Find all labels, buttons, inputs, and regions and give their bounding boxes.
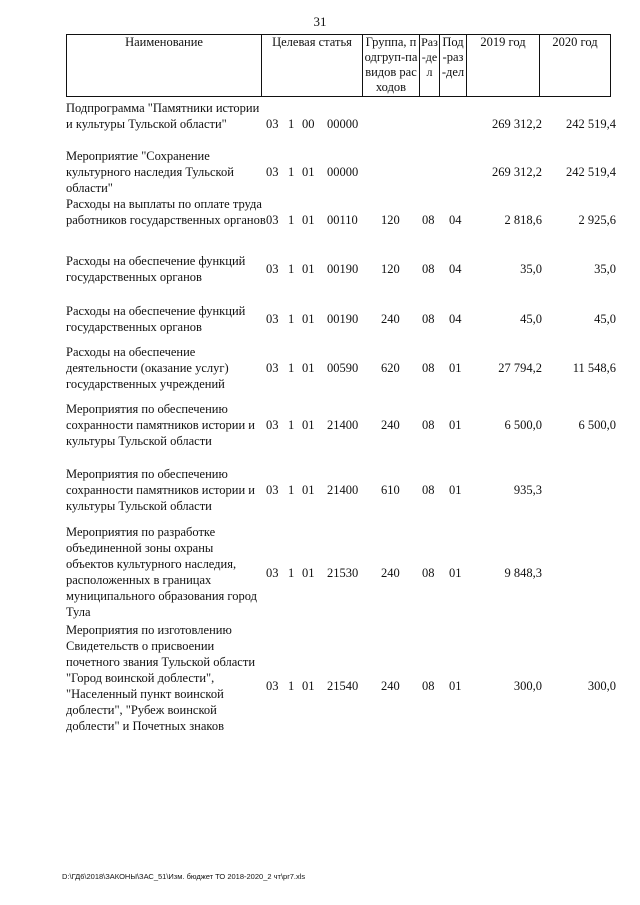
row-code-event: 01: [302, 262, 315, 276]
row-code-event: 01: [302, 312, 315, 326]
row-2020: 2 925,6: [578, 213, 616, 227]
row-code-direction: 21530: [327, 566, 359, 580]
row-razdel: 08: [422, 312, 435, 326]
row-name: Расходы на обеспечение функций государственных органов: [66, 304, 246, 334]
row-2020: 11 548,6: [572, 361, 616, 375]
footer-file-path: D:\ГД6\2018\ЗАКОНЫ\ЗАС_51\Изм. бюджет ТО 2018-2020_2 чт\pr7.xls: [62, 872, 306, 881]
row-2020: 35,0: [594, 262, 616, 276]
header-group: Группа, подгруп-па видов расходов: [363, 35, 420, 97]
row-code-direction: 00590: [327, 361, 359, 375]
header-2019: 2019 год: [467, 35, 540, 97]
row-code-sub: 1: [288, 483, 295, 497]
row-2019: 269 312,2: [492, 117, 542, 131]
row-razdel: 08: [422, 566, 435, 580]
row-code-event: 01: [302, 483, 315, 497]
row-code-event: 01: [302, 679, 315, 693]
row-code-sub: 1: [288, 213, 295, 227]
row-2020: 6 500,0: [578, 418, 616, 432]
row-code-program: 03: [266, 165, 279, 179]
row-code-sub: 1: [288, 418, 295, 432]
row-name: Расходы на выплаты по оплате труда работников государственных органов: [66, 197, 266, 227]
row-code-direction: 21400: [327, 418, 359, 432]
row-group: 240: [381, 566, 400, 580]
row-group: 120: [381, 213, 400, 227]
row-podrazdel: 01: [449, 679, 462, 693]
row-2019: 2 818,6: [504, 213, 542, 227]
row-group: 610: [381, 483, 400, 497]
row-group: 240: [381, 418, 400, 432]
row-group: 120: [381, 262, 400, 276]
row-podrazdel: 04: [449, 262, 462, 276]
row-razdel: 08: [422, 679, 435, 693]
row-code-event: 01: [302, 165, 315, 179]
row-podrazdel: 01: [449, 566, 462, 580]
row-2019: 45,0: [520, 312, 542, 326]
row-2019: 300,0: [513, 679, 542, 693]
row-name: Подпрограмма "Памятники истории и культуры Тульской области": [66, 101, 260, 131]
row-code-sub: 1: [288, 312, 295, 326]
row-code-direction: 21400: [327, 483, 359, 497]
table-header: [66, 34, 611, 97]
row-name: Расходы на обеспечение функций государственных органов: [66, 254, 246, 284]
row-2019: 269 312,2: [492, 165, 542, 179]
header-target: Целевая статья: [262, 35, 363, 97]
row-code-program: 03: [266, 483, 279, 497]
row-2019: 9 848,3: [504, 566, 542, 580]
row-code-program: 03: [266, 418, 279, 432]
row-group: 240: [381, 312, 400, 326]
row-code-event: 01: [302, 361, 315, 375]
row-code-event: 00: [302, 117, 315, 131]
row-2020: 300,0: [587, 679, 616, 693]
row-code-direction: 00000: [327, 165, 359, 179]
row-podrazdel: 01: [449, 418, 462, 432]
row-name: Мероприятия по обеспечению сохранности памятников истории и культуры Тульской области: [66, 467, 255, 513]
row-name: Мероприятия по обеспечению сохранности памятников истории и культуры Тульской области: [66, 402, 255, 448]
row-razdel: 08: [422, 262, 435, 276]
row-code-sub: 1: [288, 262, 295, 276]
row-code-event: 01: [302, 566, 315, 580]
row-razdel: 08: [422, 213, 435, 227]
row-2019: 35,0: [520, 262, 542, 276]
row-code-event: 01: [302, 213, 315, 227]
row-razdel: 08: [422, 418, 435, 432]
header-razdel: Раз-дел: [420, 35, 440, 97]
row-name: Мероприятия по изготовлению Свидетельств о присвоении почетного звания Тульской области "Город воинской доблести", "Населенный пункт воинской доблести", "Рубеж воинской доблести" и Почетных знаков: [66, 623, 256, 733]
page-number: 31: [313, 14, 327, 29]
row-code-sub: 1: [288, 361, 295, 375]
row-code-program: 03: [266, 213, 279, 227]
header-name: Наименование: [67, 35, 262, 97]
row-2019: 27 794,2: [498, 361, 542, 375]
row-code-direction: 00190: [327, 262, 359, 276]
row-code-sub: 1: [288, 117, 295, 131]
row-code-direction: 21540: [327, 679, 359, 693]
row-code-program: 03: [266, 117, 279, 131]
row-code-program: 03: [266, 312, 279, 326]
row-code-direction: 00190: [327, 312, 359, 326]
row-razdel: 08: [422, 361, 435, 375]
row-code-program: 03: [266, 566, 279, 580]
row-name: Мероприятия по разработке объединенной зоны охраны объектов культурного наследия, расположенных в границах муниципального образования город Тула: [66, 525, 257, 619]
row-2020: 242 519,4: [566, 117, 616, 131]
row-code-event: 01: [302, 418, 315, 432]
row-2020: 242 519,4: [566, 165, 616, 179]
row-group: 240: [381, 679, 400, 693]
row-podrazdel: 04: [449, 213, 462, 227]
row-podrazdel: 01: [449, 483, 462, 497]
row-2020: 45,0: [594, 312, 616, 326]
row-group: 620: [381, 361, 400, 375]
row-razdel: 08: [422, 483, 435, 497]
row-code-direction: 00110: [327, 213, 358, 227]
row-podrazdel: 01: [449, 361, 462, 375]
row-code-sub: 1: [288, 566, 295, 580]
row-2019: 935,3: [513, 483, 542, 497]
row-code-sub: 1: [288, 679, 295, 693]
row-name: Мероприятие "Сохранение культурного наследия Тульской области": [66, 149, 234, 195]
row-code-program: 03: [266, 262, 279, 276]
header-2020: 2020 год: [540, 35, 611, 97]
row-code-program: 03: [266, 679, 279, 693]
row-code-program: 03: [266, 361, 279, 375]
header-podrazdel: Под-раз-дел: [440, 35, 467, 97]
row-name: Расходы на обеспечение деятельности (оказание услуг) государственных учреждений: [66, 345, 229, 391]
row-code-sub: 1: [288, 165, 295, 179]
row-2019: 6 500,0: [504, 418, 542, 432]
row-podrazdel: 04: [449, 312, 462, 326]
row-code-direction: 00000: [327, 117, 359, 131]
